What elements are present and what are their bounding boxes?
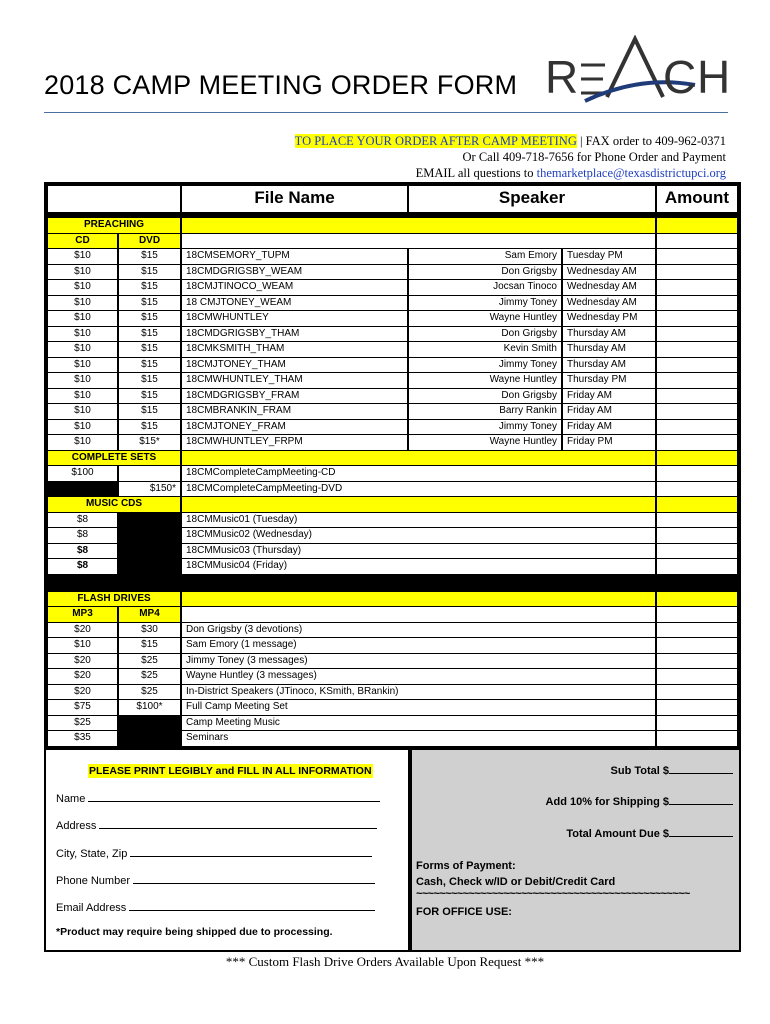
cd-price: $8 bbox=[48, 544, 117, 559]
mp4-price: $25 bbox=[119, 685, 180, 700]
title-rule bbox=[44, 112, 728, 113]
file-name: 18CMWHUNTLEY_FRPM bbox=[182, 435, 407, 450]
dvd-price: $15 bbox=[119, 358, 180, 373]
file-name: Wayne Huntley (3 messages) bbox=[182, 669, 655, 684]
amount-input[interactable] bbox=[657, 420, 737, 435]
file-name: In-District Speakers (JTinoco, KSmith, BRankin) bbox=[182, 685, 655, 700]
file-name: 18CMDGRIGSBY_FRAM bbox=[182, 389, 407, 404]
file-name: 18CMJTONEY_FRAM bbox=[182, 420, 407, 435]
mp3-price: $35 bbox=[48, 731, 117, 746]
blacked-out bbox=[119, 528, 180, 543]
mp4-price: $25 bbox=[119, 654, 180, 669]
file-name: 18CMSEMORY_TUPM bbox=[182, 249, 407, 264]
blank bbox=[182, 234, 655, 249]
session-time: Friday PM bbox=[563, 435, 655, 450]
cd-price: $10 bbox=[48, 358, 117, 373]
dvd-price: $15 bbox=[119, 373, 180, 388]
speaker-name: Jimmy Toney bbox=[409, 358, 561, 373]
mp4-price: $15 bbox=[119, 638, 180, 653]
office-use-label: FOR OFFICE USE: bbox=[416, 906, 512, 918]
session-time: Thursday AM bbox=[563, 358, 655, 373]
city-state-zip-field[interactable] bbox=[56, 847, 372, 861]
file-name: Seminars bbox=[182, 731, 655, 746]
address-label: Address bbox=[56, 820, 97, 832]
cd-price: $100 bbox=[48, 466, 117, 481]
order-notice bbox=[295, 133, 726, 181]
tilde-divider: ~~~~~~~~~~~~~~~~~~~~~~~~~~~~~~~~~~~~~~~~~~~~~~~ bbox=[416, 888, 690, 900]
speaker-name: Don Grigsby bbox=[409, 327, 561, 342]
file-name-header: File Name bbox=[182, 186, 407, 212]
total-due-field[interactable]: Total Amount Due $ bbox=[566, 827, 733, 840]
dvd-price: $15 bbox=[119, 280, 180, 295]
file-name: Jimmy Toney (3 messages) bbox=[182, 654, 655, 669]
mp3-price: $20 bbox=[48, 685, 117, 700]
notice-email-prefix: EMAIL all questions to bbox=[415, 166, 537, 180]
dvd-price: $15 bbox=[119, 327, 180, 342]
section-label: COMPLETE SETS bbox=[48, 451, 180, 466]
dvd-price: $15 bbox=[119, 265, 180, 280]
amount-input[interactable] bbox=[657, 623, 737, 638]
section-label: PREACHING bbox=[48, 218, 180, 233]
amount-input[interactable] bbox=[657, 218, 737, 233]
speaker-name: Don Grigsby bbox=[409, 389, 561, 404]
session-time: Thursday AM bbox=[563, 342, 655, 357]
amount-input[interactable] bbox=[657, 466, 737, 481]
file-name: 18CMMusic04 (Friday) bbox=[182, 559, 655, 574]
speaker-name: Jocsan Tinoco bbox=[409, 280, 561, 295]
section-label: FLASH DRIVES bbox=[48, 592, 180, 607]
amount-input[interactable] bbox=[657, 607, 737, 622]
dvd-price bbox=[119, 466, 180, 481]
session-time: Wednesday PM bbox=[563, 311, 655, 326]
svg-text:C: C bbox=[663, 51, 697, 103]
phone-field[interactable] bbox=[56, 874, 375, 888]
blacked-out bbox=[119, 544, 180, 559]
blacked-out bbox=[119, 513, 180, 528]
amount-input[interactable] bbox=[657, 342, 737, 357]
session-time: Wednesday AM bbox=[563, 280, 655, 295]
svg-text:R: R bbox=[545, 51, 581, 103]
amount-input[interactable] bbox=[657, 358, 737, 373]
section-bar bbox=[182, 497, 655, 512]
city-label: City, State, Zip bbox=[56, 848, 128, 860]
file-name: 18CMJTONEY_THAM bbox=[182, 358, 407, 373]
cd-price: $8 bbox=[48, 528, 117, 543]
speaker-name: Kevin Smith bbox=[409, 342, 561, 357]
speaker-name: Don Grigsby bbox=[409, 265, 561, 280]
cd-price: $8 bbox=[48, 559, 117, 574]
cd-price: $10 bbox=[48, 373, 117, 388]
cd-price: $10 bbox=[48, 265, 117, 280]
forms-of-payment: Cash, Check w/ID or Debit/Credit Card bbox=[416, 876, 616, 888]
file-name: 18CMWHUNTLEY_THAM bbox=[182, 373, 407, 388]
file-name: 18CMCompleteCampMeeting-CD bbox=[182, 466, 655, 481]
dvd-header: DVD bbox=[119, 234, 180, 249]
shipping-note: *Product may require being shipped due to processing. bbox=[56, 926, 333, 938]
amount-input[interactable] bbox=[657, 482, 737, 497]
speaker-name: Wayne Huntley bbox=[409, 311, 561, 326]
amount-input[interactable] bbox=[657, 513, 737, 528]
file-name: 18CMDGRIGSBY_WEAM bbox=[182, 265, 407, 280]
amount-input[interactable] bbox=[657, 404, 737, 419]
blank bbox=[182, 607, 655, 622]
speaker-name: Sam Emory bbox=[409, 249, 561, 264]
amount-input[interactable] bbox=[657, 669, 737, 684]
file-name: 18CMBRANKIN_FRAM bbox=[182, 404, 407, 419]
file-name: 18CMMusic03 (Thursday) bbox=[182, 544, 655, 559]
totals-panel bbox=[412, 750, 739, 950]
amount-input[interactable] bbox=[657, 451, 737, 466]
phone-label: Phone Number bbox=[56, 875, 130, 887]
file-name: 18 CMJTONEY_WEAM bbox=[182, 296, 407, 311]
dvd-price: $15 bbox=[119, 420, 180, 435]
mp3-header: MP3 bbox=[48, 607, 117, 622]
mp4-price bbox=[119, 716, 180, 731]
mp3-price: $10 bbox=[48, 638, 117, 653]
notice-highlight: TO PLACE YOUR ORDER AFTER CAMP MEETING bbox=[294, 134, 577, 148]
session-time: Thursday AM bbox=[563, 327, 655, 342]
amount-input[interactable] bbox=[657, 327, 737, 342]
page-title: 2018 CAMP MEETING ORDER FORM bbox=[44, 70, 518, 100]
mp4-price: $25 bbox=[119, 669, 180, 684]
dvd-price: $15 bbox=[119, 296, 180, 311]
file-name: 18CMWHUNTLEY bbox=[182, 311, 407, 326]
amount-input[interactable] bbox=[657, 249, 737, 264]
file-name: 18CMMusic02 (Wednesday) bbox=[182, 528, 655, 543]
section-label: MUSIC CDS bbox=[48, 497, 180, 512]
mp3-price: $20 bbox=[48, 669, 117, 684]
print-legibly-heading: PLEASE PRINT LEGIBLY and FILL IN ALL INFORMATION bbox=[89, 765, 372, 777]
speaker-name: Barry Rankin bbox=[409, 404, 561, 419]
file-name: Sam Emory (1 message) bbox=[182, 638, 655, 653]
file-name: 18CMDGRIGSBY_THAM bbox=[182, 327, 407, 342]
amount-input[interactable] bbox=[657, 528, 737, 543]
header-blank bbox=[48, 186, 180, 212]
session-time: Wednesday AM bbox=[563, 265, 655, 280]
cd-price bbox=[48, 482, 117, 497]
dvd-price: $15* bbox=[119, 435, 180, 450]
address-field[interactable] bbox=[56, 819, 377, 833]
amount-input[interactable] bbox=[657, 592, 737, 607]
mp4-header: MP4 bbox=[119, 607, 180, 622]
amount-input[interactable] bbox=[657, 700, 737, 715]
mp4-price: $30 bbox=[119, 623, 180, 638]
cd-price: $10 bbox=[48, 296, 117, 311]
session-time: Tuesday PM bbox=[563, 249, 655, 264]
section-bar bbox=[182, 218, 655, 233]
amount-input[interactable] bbox=[657, 731, 737, 746]
name-field[interactable] bbox=[56, 792, 380, 806]
custom-orders-footer: *** Custom Flash Drive Orders Available Upon Request *** bbox=[225, 954, 545, 969]
mp4-price: $100* bbox=[119, 700, 180, 715]
speaker-name: Jimmy Toney bbox=[409, 420, 561, 435]
order-table bbox=[46, 184, 739, 748]
amount-input[interactable] bbox=[657, 389, 737, 404]
cd-price: $10 bbox=[48, 280, 117, 295]
section-separator bbox=[48, 575, 737, 591]
section-bar bbox=[182, 451, 655, 466]
dvd-price: $15 bbox=[119, 342, 180, 357]
speaker-header: Speaker bbox=[409, 186, 655, 212]
amount-input[interactable] bbox=[657, 544, 737, 559]
speaker-name: Wayne Huntley bbox=[409, 373, 561, 388]
notice-fax: | FAX order to 409-962-0371 bbox=[576, 134, 726, 148]
file-name: 18CMCompleteCampMeeting-DVD bbox=[182, 482, 655, 497]
mp3-price: $75 bbox=[48, 700, 117, 715]
mp4-price bbox=[119, 731, 180, 746]
amount-input[interactable] bbox=[657, 280, 737, 295]
amount-input[interactable] bbox=[657, 265, 737, 280]
mp3-price: $25 bbox=[48, 716, 117, 731]
cd-price: $10 bbox=[48, 420, 117, 435]
blacked-out bbox=[119, 559, 180, 574]
email-label: Email Address bbox=[56, 902, 127, 914]
cd-price: $10 bbox=[48, 311, 117, 326]
cd-price: $10 bbox=[48, 389, 117, 404]
mp3-price: $20 bbox=[48, 623, 117, 638]
amount-input[interactable] bbox=[657, 685, 737, 700]
session-time: Friday AM bbox=[563, 389, 655, 404]
speaker-name: Jimmy Toney bbox=[409, 296, 561, 311]
dvd-price: $150* bbox=[119, 482, 180, 497]
email-field[interactable] bbox=[56, 901, 375, 915]
cd-price: $10 bbox=[48, 342, 117, 357]
session-time: Thursday PM bbox=[563, 373, 655, 388]
file-name: Full Camp Meeting Set bbox=[182, 700, 655, 715]
amount-header: Amount bbox=[657, 186, 737, 212]
amount-input[interactable] bbox=[657, 716, 737, 731]
notice-call: Or Call 409-718-7656 for Phone Order and Payment bbox=[462, 150, 726, 164]
file-name: 18CMMusic01 (Tuesday) bbox=[182, 513, 655, 528]
file-name: 18CMJTINOCO_WEAM bbox=[182, 280, 407, 295]
amount-input[interactable] bbox=[657, 311, 737, 326]
cd-price: $8 bbox=[48, 513, 117, 528]
amount-input[interactable] bbox=[657, 638, 737, 653]
session-time: Friday AM bbox=[563, 404, 655, 419]
file-name: 18CMKSMITH_THAM bbox=[182, 342, 407, 357]
shipping-field[interactable]: Add 10% for Shipping $ bbox=[546, 795, 733, 808]
amount-input[interactable] bbox=[657, 559, 737, 574]
amount-input[interactable] bbox=[657, 497, 737, 512]
cd-price: $10 bbox=[48, 404, 117, 419]
amount-input[interactable] bbox=[657, 654, 737, 669]
cd-price: $10 bbox=[48, 435, 117, 450]
dvd-price: $15 bbox=[119, 249, 180, 264]
mp3-price: $20 bbox=[48, 654, 117, 669]
file-name: Camp Meeting Music bbox=[182, 716, 655, 731]
reach-logo bbox=[545, 35, 735, 105]
dvd-price: $15 bbox=[119, 404, 180, 419]
forms-of-payment-label: Forms of Payment: bbox=[416, 860, 516, 872]
dvd-price: $15 bbox=[119, 311, 180, 326]
email-link[interactable]: themarketplace@texasdistrictupci.org bbox=[536, 166, 726, 180]
dvd-price: $15 bbox=[119, 389, 180, 404]
section-bar bbox=[182, 592, 655, 607]
subtotal-field[interactable]: Sub Total $ bbox=[611, 764, 733, 777]
customer-info-panel bbox=[46, 750, 408, 950]
session-time: Friday AM bbox=[563, 420, 655, 435]
speaker-name: Wayne Huntley bbox=[409, 435, 561, 450]
name-label: Name bbox=[56, 793, 86, 805]
session-time: Wednesday AM bbox=[563, 296, 655, 311]
cd-price: $10 bbox=[48, 249, 117, 264]
amount-input[interactable] bbox=[657, 296, 737, 311]
amount-input[interactable] bbox=[657, 373, 737, 388]
cd-header: CD bbox=[48, 234, 117, 249]
file-name: Don Grigsby (3 devotions) bbox=[182, 623, 655, 638]
amount-input[interactable] bbox=[657, 435, 737, 450]
svg-text:H: H bbox=[697, 51, 731, 103]
cd-price: $10 bbox=[48, 327, 117, 342]
amount-input[interactable] bbox=[657, 234, 737, 249]
order-form bbox=[44, 182, 741, 952]
